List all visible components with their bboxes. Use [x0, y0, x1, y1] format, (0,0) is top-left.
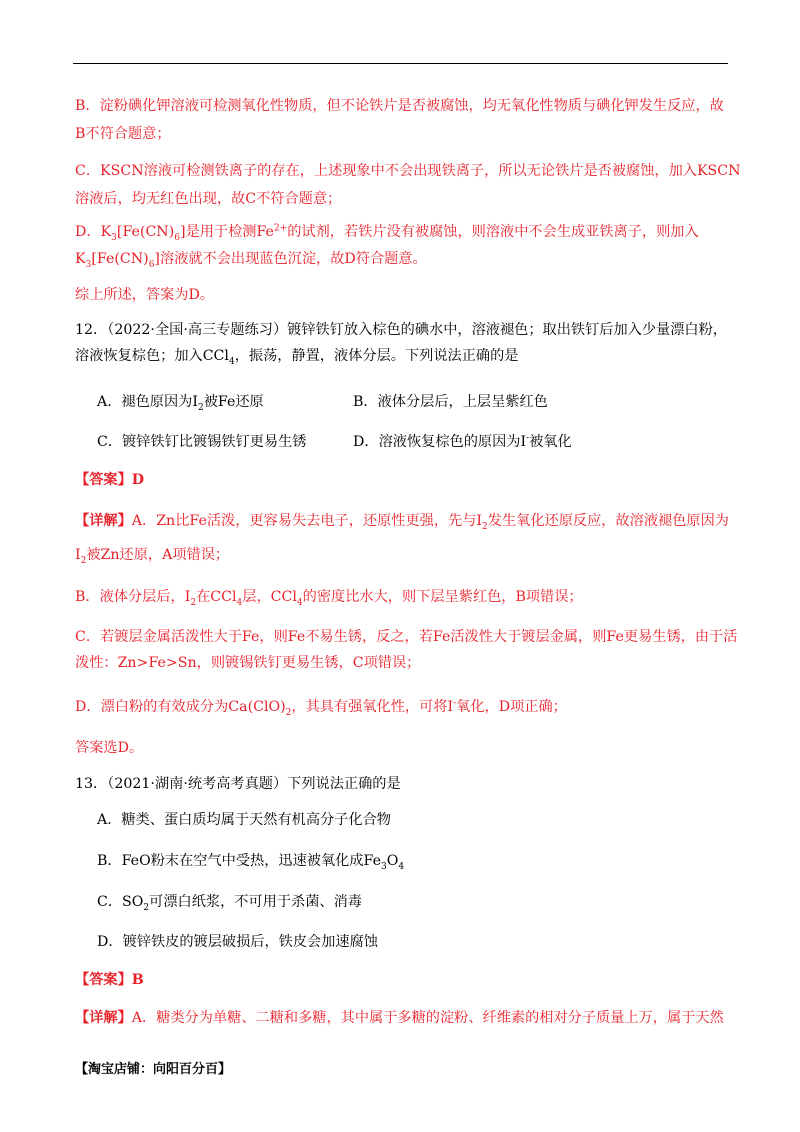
- q11-exp-c-line2: 溶液后，均无红色出现，故C不符合题意；: [75, 191, 342, 207]
- q11-exp-c-line1: C．KSCN溶液可检测铁离子的存在，上述现象中不会出现铁离子，所以无论铁片是否被腐蚀，加入KSCN: [75, 163, 741, 179]
- q11-exp-d-line2: $K_3[Fe(CN)_6]$溶液就不会出现蓝色沉淀，故D符合题意。: [75, 251, 427, 270]
- q13-answer: 【答案】B: [75, 972, 144, 988]
- q12-exp-c-line2: 泼性：Zn>Fe>Sn，则镀锡铁钉更易生锈，C项错误；: [75, 655, 421, 671]
- q13-option-d: D．镀锌铁皮的镀层破损后，铁皮会加速腐蚀: [97, 934, 378, 950]
- q12-exp-b: B．液体分层后，$I_2$在CCl$_4$层，CCl$_4$的密度比水大，则下层呈紫红色，B项错误；: [75, 589, 583, 608]
- q12-exp-c-line1: C．若镀层金属活泼性大于Fe，则Fe不易生锈，反之，若Fe活泼性大于镀层金属，则Fe更易生锈，由于活: [75, 629, 738, 645]
- q13-exp-a: 【详解】A．糖类分为单糖、二糖和多糖，其中属于多糖的淀粉、纤维素的相对分子质量上万，属于天然: [75, 1010, 724, 1026]
- q12-final: 答案选D。: [75, 740, 144, 756]
- q11-exp-d-line1: D．$K_3[Fe(CN)_6]$是用于检测$Fe^{2+}$的试剂，若铁片没有被腐蚀，则溶液中不会生成亚铁离子，则加入: [75, 223, 699, 243]
- q12-option-c: C．镀锌铁钉比镀锡铁钉更易生锈: [97, 434, 307, 450]
- q13-option-c: C．$SO_2$可漂白纸浆，不可用于杀菌、消毒: [97, 894, 362, 913]
- q12-exp-d: D．漂白粉的有效成分为$Ca(ClO)_2$，其具有强氧化性，可将I-氧化，D项正确；: [75, 698, 567, 718]
- q11-exp-b-line2: B不符合题意；: [75, 126, 171, 142]
- page-footer: 【淘宝店铺：向阳百分百】: [75, 1062, 232, 1077]
- q12-exp-a-line2: $I_2$被Zn还原，A项错误；: [75, 547, 230, 566]
- q11-summary: 综上所述，答案为D。: [75, 287, 215, 303]
- q13-option-b: B．FeO粉末在空气中受热，迅速被氧化成$Fe_3O_4$: [97, 853, 405, 872]
- q11-exp-b-line1: B．淀粉碘化钾溶液可检测氧化性物质，但不论铁片是否被腐蚀，均无氧化性物质与碘化钾发生反应，故: [75, 98, 724, 114]
- header-rule: [73, 63, 728, 64]
- q12-exp-a-line1: 【详解】A．Zn比Fe活泼，更容易失去电子，还原性更强，先与$I_2$发生氧化还原反应，故溶液褪色原因为: [75, 513, 729, 532]
- q12-stem-line1: 12．（2022·全国·高三专题练习）镀锌铁钉放入棕色的碘水中，溶液褪色；取出铁钉后加入少量漂白粉，: [75, 322, 727, 338]
- q12-option-d: D．溶液恢复棕色的原因为I-被氧化: [353, 433, 572, 450]
- q13-stem: 13．（2021·湖南·统考高考真题）下列说法正确的是: [75, 776, 401, 792]
- q13-option-a: A．糖类、蛋白质均属于天然有机高分子化合物: [97, 812, 391, 828]
- q12-option-a: A．褪色原因为$I_2$被Fe还原: [97, 394, 264, 413]
- q12-answer: 【答案】D: [75, 472, 145, 488]
- q12-option-b: B．液体分层后，上层呈紫红色: [353, 394, 548, 410]
- q12-stem-line2: 溶液恢复棕色；加入CCl$_4$，振荡，静置，液体分层。下列说法正确的是: [75, 348, 519, 367]
